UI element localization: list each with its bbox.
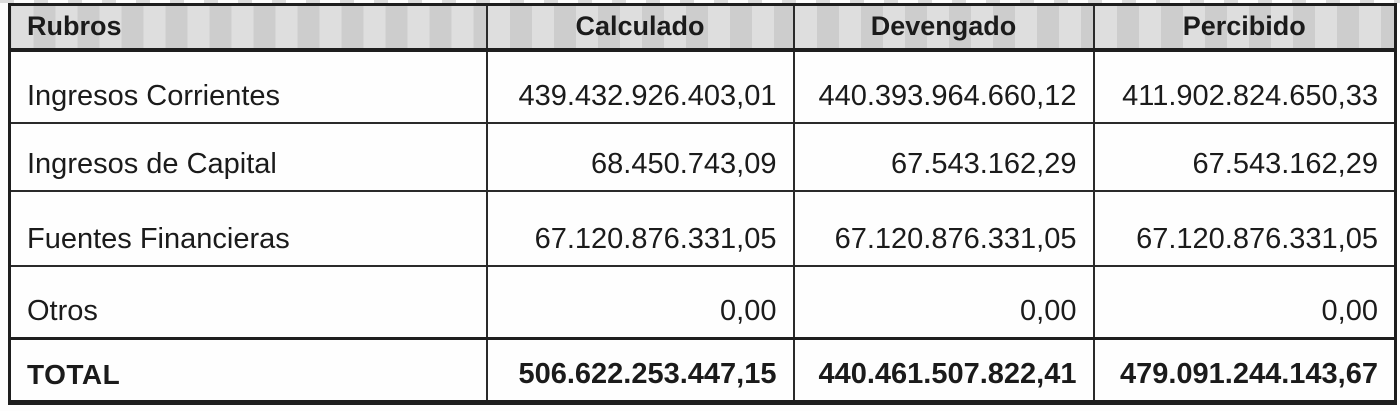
cell-percibido: 411.902.824.650,33 xyxy=(1094,50,1396,123)
income-summary-table xyxy=(8,3,1397,405)
table-body xyxy=(10,50,1396,403)
total-row xyxy=(10,338,1396,403)
column-header-devengado: Devengado xyxy=(794,5,1094,51)
total-cell-percibido: 479.091.244.143,67 xyxy=(1094,338,1396,403)
column-header-rubros: Rubros xyxy=(10,5,487,51)
table-row xyxy=(10,50,1396,123)
cell-calculado: 0,00 xyxy=(487,266,794,339)
cell-percibido: 67.543.162,29 xyxy=(1094,123,1396,191)
column-header-calculado: Calculado xyxy=(487,5,794,51)
cell-percibido: 0,00 xyxy=(1094,266,1396,339)
cell-calculado: 439.432.926.403,01 xyxy=(487,50,794,123)
row-label: Ingresos de Capital xyxy=(10,123,487,191)
row-label: Ingresos Corrientes xyxy=(10,50,487,123)
row-label: Fuentes Financieras xyxy=(10,191,487,266)
row-label: Otros xyxy=(10,266,487,339)
total-cell-calculado: 506.622.253.447,15 xyxy=(487,338,794,403)
table-row xyxy=(10,266,1396,339)
column-header-percibido: Percibido xyxy=(1094,5,1396,51)
total-cell-devengado: 440.461.507.822,41 xyxy=(794,338,1094,403)
cell-devengado: 440.393.964.660,12 xyxy=(794,50,1094,123)
cell-devengado: 0,00 xyxy=(794,266,1094,339)
cell-devengado: 67.543.162,29 xyxy=(794,123,1094,191)
cell-percibido: 67.120.876.331,05 xyxy=(1094,191,1396,266)
table-row xyxy=(10,123,1396,191)
cell-calculado: 68.450.743,09 xyxy=(487,123,794,191)
header-row xyxy=(10,5,1396,51)
cell-calculado: 67.120.876.331,05 xyxy=(487,191,794,266)
table-header xyxy=(10,5,1396,51)
table-row xyxy=(10,191,1396,266)
cell-devengado: 67.120.876.331,05 xyxy=(794,191,1094,266)
total-row-label: TOTAL xyxy=(10,338,487,403)
